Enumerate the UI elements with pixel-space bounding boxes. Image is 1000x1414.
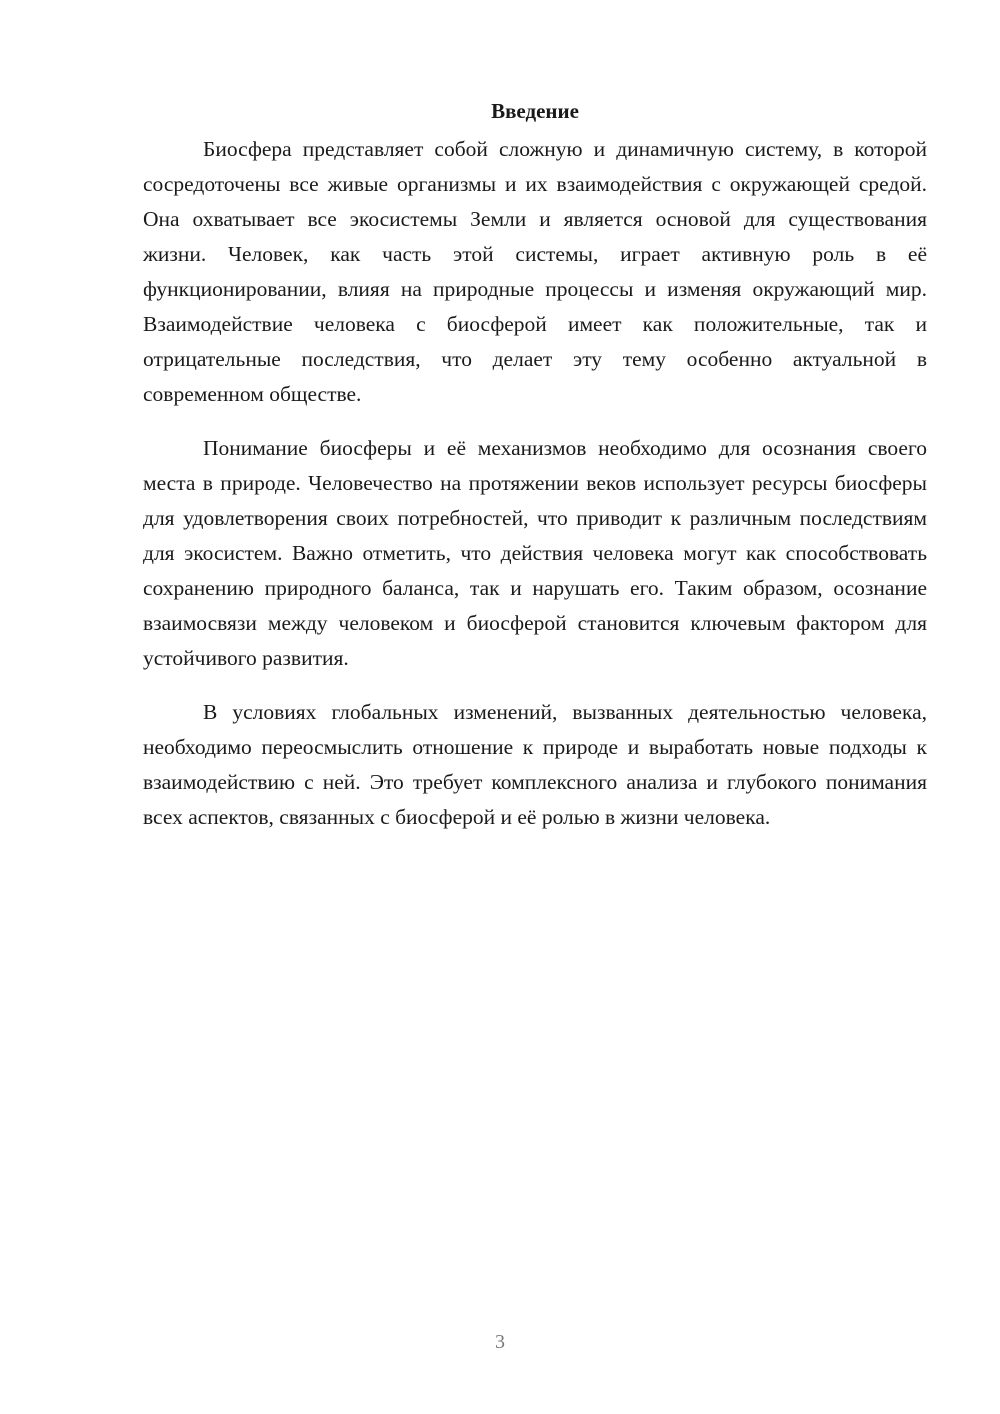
page-number: 3 — [495, 1331, 505, 1353]
section-heading: Введение — [491, 99, 579, 123]
paragraph-2: Понимание биосферы и её механизмов необходимо для осознания своего места в природе. Человечество на протяжении веков использует ресурсы биосферы для удовлетворения своих потребностей, что приводит к различным последствиям для экосистем. Важно отметить, что действия человека могут как способствовать сохранению природного баланса, так и нарушать его. Таким образом, осознание взаимосвязи между человеком и биосферой становится ключевым фактором для устойчивого развития. — [143, 436, 927, 670]
paragraph-3: В условиях глобальных изменений, вызванных деятельностью человека, необходимо переосмыслить отношение к природе и выработать новые подходы к взаимодействию с ней. Это требует комплексного анализа и глубокого понимания всех аспектов, связанных с биосферой и её ролью в жизни человека. — [143, 700, 927, 829]
paragraph-1: Биосфера представляет собой сложную и динамичную систему, в которой сосредоточены все живые организмы и их взаимодействия с окружающей средой. Она охватывает все экосистемы Земли и является основой для существования жизни. Человек, как часть этой системы, играет активную роль в её функционировании, влияя на природные процессы и изменяя окружающий мир. Взаимодействие человека с биосферой имеет как положительные, так и отрицательные последствия, что делает эту тему особенно актуальной в современном обществе. — [143, 137, 927, 406]
page-content — [143, 96, 927, 854]
